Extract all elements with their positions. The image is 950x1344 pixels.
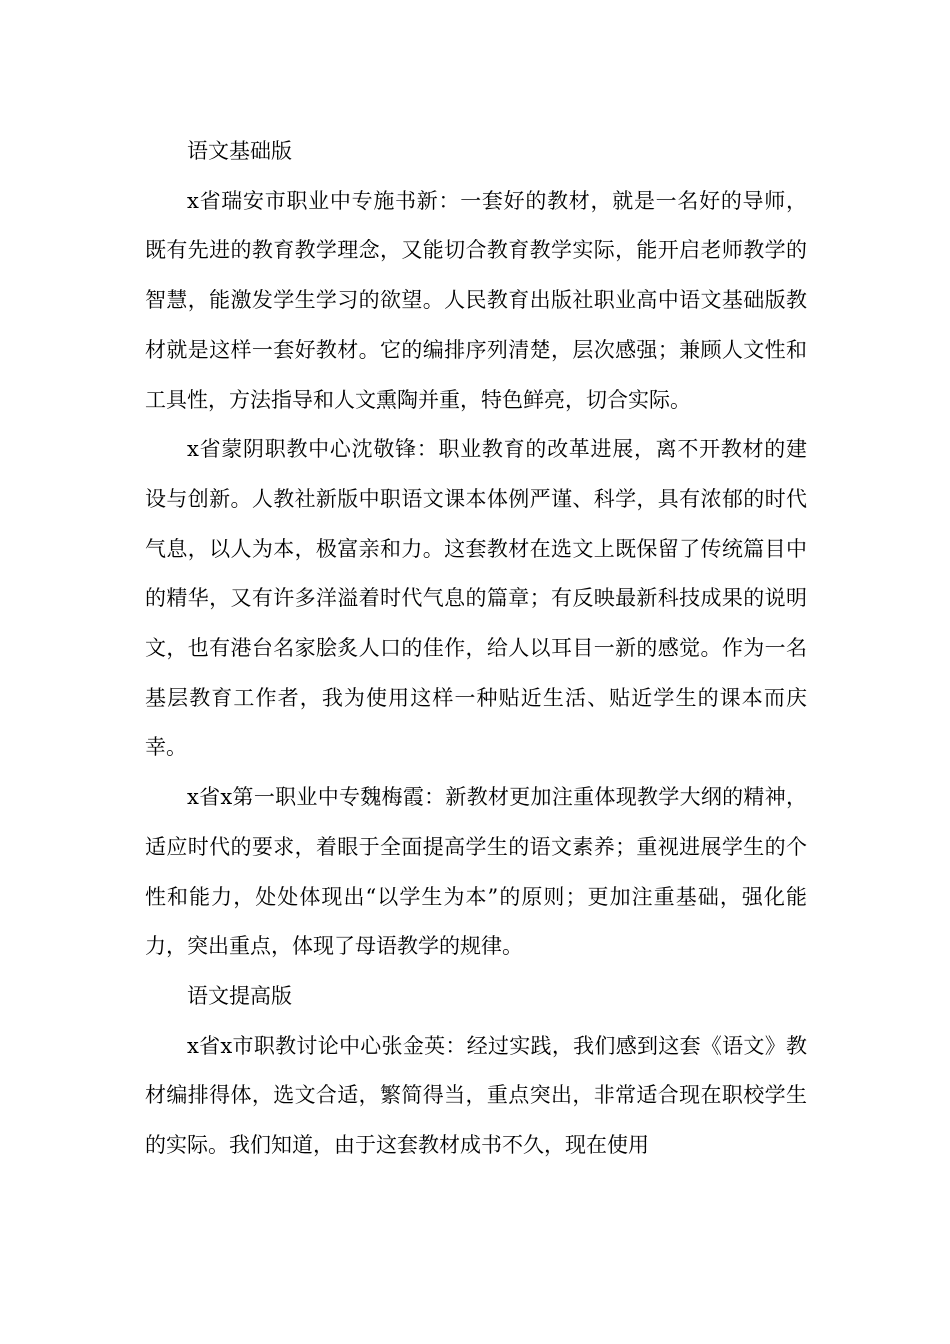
paragraph-zhang-jinying: x省x市职教讨论中心张金英：经过实践，我们感到这套《语文》教材编排得体，选文合适，繁简得当，重点突出，非常适合现在职校学生的实际。我们知道，由于这套教材成书不久，现在使用: [145, 1033, 807, 1158]
paragraph-shi-shuxin: x省瑞安市职业中专施书新：一套好的教材，就是一名好的导师，既有先进的教育教学理念，又能切合教育教学实际，能开启老师教学的智慧，能激发学生学习的欲望。人民教育出版社职业高中语文基础版教材就是这样一套好教材。它的编排序列清楚，层次感强；兼顾人文性和工具性，方法指导和人文熏陶并重，特色鲜亮，切合实际。: [145, 188, 807, 412]
paragraph-wei-meixia: x省x第一职业中专魏梅霞：新教材更加注重体现教学大纲的精神，适应时代的要求，着眼于全面提高学生的语文素养；重视进展学生的个性和能力，处处体现出“以学生为本”的原则；更加注重基础，强化能力，突出重点，体现了母语教学的规律。: [145, 785, 807, 959]
document-body: [145, 127, 807, 1171]
paragraph-shen-jingfeng: x省蒙阴职教中心沈敬锋：职业教育的改革进展，离不开教材的建设与创新。人教社新版中职语文课本体例严谨、科学，具有浓郁的时代气息，以人为本，极富亲和力。这套教材在选文上既保留了传统篇目中的精华，又有许多洋溢着时代气息的篇章；有反映最新科技成果的说明文，也有港台名家脍炙人口的佳作，给人以耳目一新的感觉。作为一名基层教育工作者，我为使用这样一种贴近生活、贴近学生的课本而庆幸。: [145, 437, 807, 760]
section-heading-basic: 语文基础版: [187, 139, 292, 163]
section-heading-advanced: 语文提高版: [187, 983, 292, 1008]
